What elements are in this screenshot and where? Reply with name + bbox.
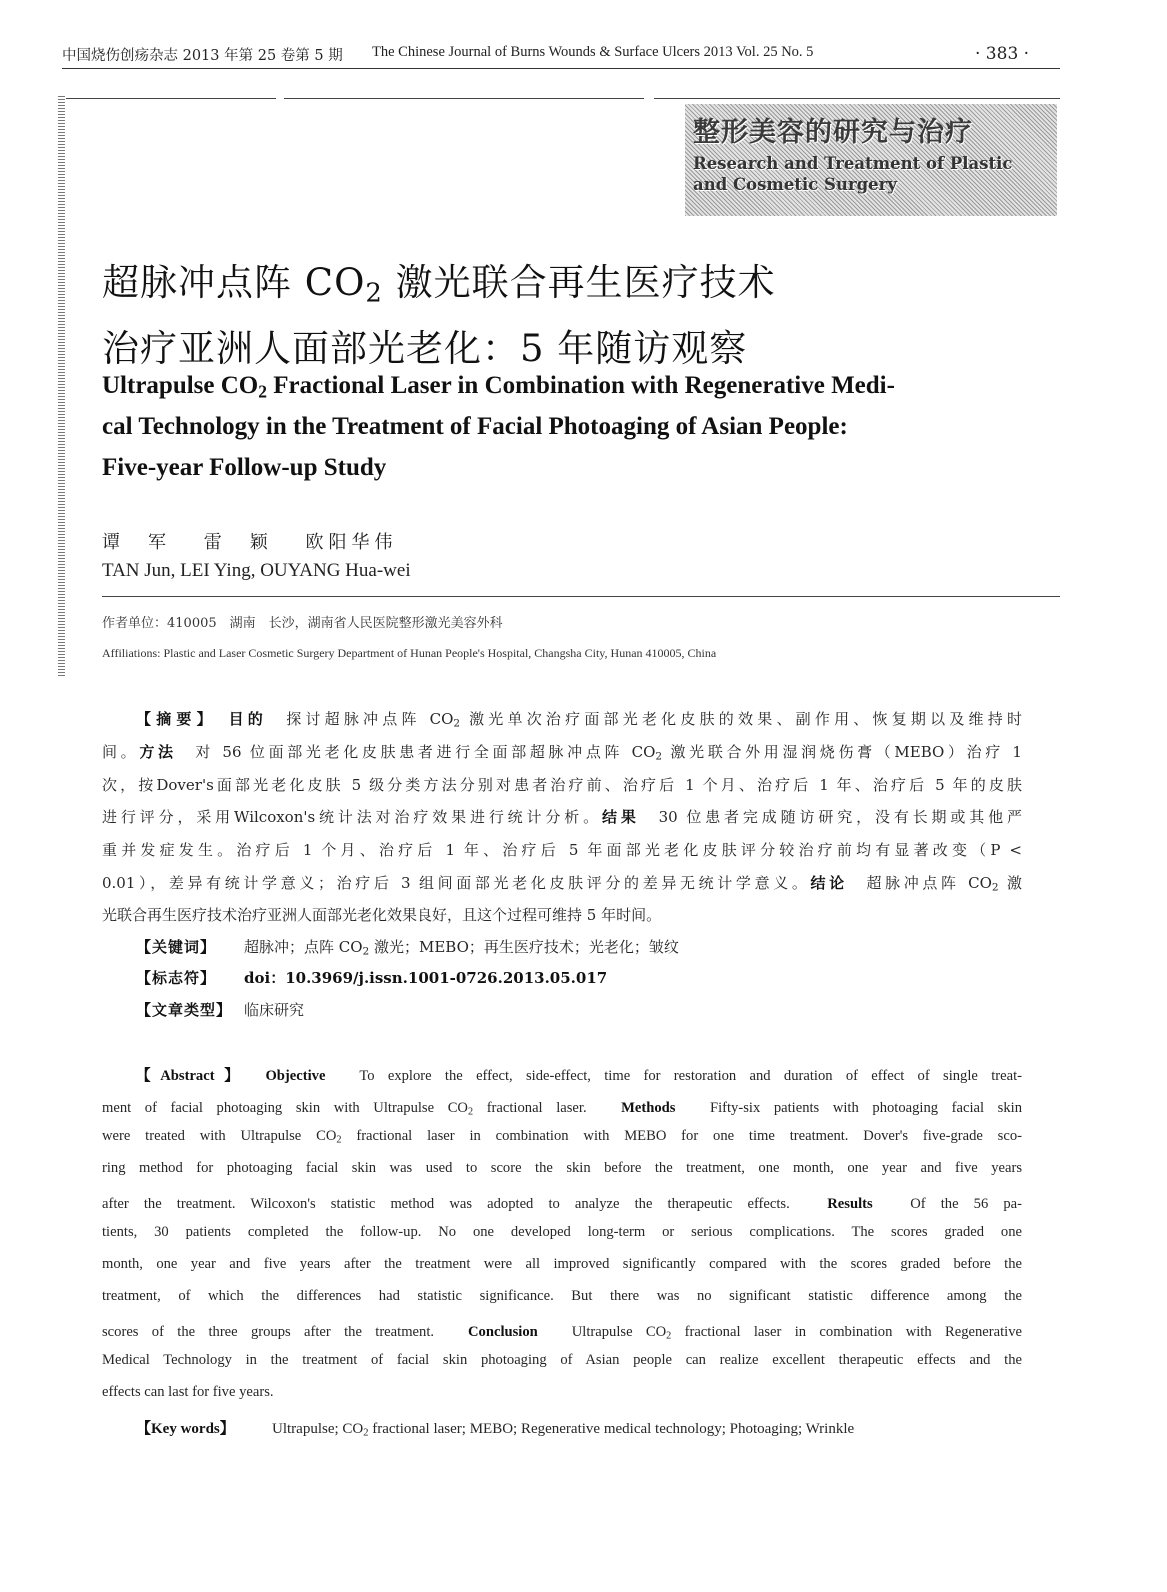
title-en-line-2: cal Technology in the Treatment of Facial Photoaging of Asian People: [102,413,848,440]
abstract-en-line-8: treatment, of which the differences had statistic significance. But there was no significant statistic difference among the [102,1288,1022,1304]
keywords-cn: 【关键词】 超脉冲；点阵 $CO_2$ 激光；MEBO；再生医疗技术；光老化；皱纹 [136,938,679,958]
page-number: · 383 · [975,44,1030,64]
abstract-en-line-9: scores of the three groups after the treatment. Conclusion Ultrapulse $CO_2$ fractional laser in combination with Regenerative [102,1324,1022,1341]
abstract-en-line-6: tients, 30 patients completed the follow-up. No one developed long-term or serious complications. The scores graded one [102,1224,1022,1240]
abstract-en-line-2: ment of facial photoaging skin with Ultrapulse $CO_2$ fractional laser. Methods Fifty-six patients with photoaging facial skin [102,1100,1022,1117]
title-en-line-1: Ultrapulse $CO_2$ Fractional Laser in Combination with Regenerative Medi- [102,372,895,402]
abstract-cn-line-4: 进行评分，采用Wilcoxon's统计法对治疗效果进行统计分析。结果 30 位患者完成随访研究，没有长期或其他严 [102,808,1022,826]
header-rule [62,68,1060,69]
authors-cn: 谭 军 雷 颖 欧阳华伟 [102,532,398,553]
doi: 【标志符】 doi：10.3969/j.issn.1001-0726.2013.05.017 [136,969,608,987]
journal-header-en: The Chinese Journal of Burns Wounds & Surface Ulcers 2013 Vol. 25 No. 5 [372,44,814,60]
abstract-en-line-1: 【Abstract】 Objective To explore the effect, side-effect, time for restoration and duration of effect of single treat- [136,1068,1022,1084]
abstract-cn-line-3: 次，按Dover's面部光老化皮肤 5 级分类方法分别对患者治疗前、治疗后 1 个月、治疗后 1 年、治疗后 5 年的皮肤 [102,776,1022,794]
abstract-cn-line-7: 光联合再生医疗技术治疗亚洲人面部光老化效果良好，且这个过程可维持 5 年时间。 [102,906,662,924]
abstract-en-line-3: were treated with Ultrapulse $CO_2$ fractional laser in combination with MEBO for one time treatment. Dover's five-grade sco- [102,1128,1022,1145]
journal-header-cn: 中国烧伤创疡杂志 2013 年第 25 卷第 5 期 [62,48,343,64]
abstract-en-line-10: Medical Technology in the treatment of facial skin photoaging of Asian people can realize excellent therapeutic effects and the [102,1352,1022,1368]
section-title-cn: 整形美容的研究与治疗 [693,117,973,148]
top-rule-3 [654,98,1060,99]
margin-strip [58,96,65,676]
abstract-cn-line-1: 【摘要】 目的 探讨超脉冲点阵 $CO_2$ 激光单次治疗面部光老化皮肤的效果、副作用、恢复期以及维持时 [136,710,1022,729]
affiliation-rule [102,596,1060,597]
article-type: 【文章类型】 临床研究 [136,1001,305,1019]
keywords-en: 【Key words】 Ultrapulse; $CO_2$ fractional laser; MEBO; Regenerative medical technology; Photoaging; Wrinkle [136,1421,855,1439]
abstract-cn-line-2: 间。方法 对 56 位面部光老化皮肤患者进行全面部超脉冲点阵 $CO_2$ 激光联合外用湿润烧伤膏（MEBO）治疗 1 [102,743,1022,762]
affiliation-cn: 作者单位：410005 湖南 长沙，湖南省人民医院整形激光美容外科 [102,616,503,631]
abstract-en-line-4: ring method for photoaging facial skin was used to score the skin before the treatment, one month, one year and five years [102,1160,1022,1176]
affiliation-en: Affiliations: Plastic and Laser Cosmetic Surgery Department of Hunan People's Hospital, Changsha City, Hunan 410005, China [102,646,717,660]
title-cn-line-2: 治疗亚洲人面部光老化：5 年随访观察 [102,327,748,370]
section-title-en: Research and Treatment of Plastic and Cosmetic Surgery [693,154,1013,194]
title-cn-line-1: 超脉冲点阵 $CO_2$ 激光联合再生医疗技术 [102,261,776,309]
top-rule-1 [66,98,276,99]
abstract-en-line-5: after the treatment. Wilcoxon's statistic method was adopted to analyze the therapeutic effects. Results Of the 56 pa- [102,1196,1022,1212]
authors-en: TAN Jun, LEI Ying, OUYANG Hua-wei [102,560,411,581]
top-rule-2 [284,98,644,99]
section-banner [685,104,1057,216]
abstract-en-line-11: effects can last for five years. [102,1384,274,1400]
abstract-cn-line-6: 0.01），差异有统计学意义；治疗后 3 组间面部光老化皮肤评分的差异无统计学意义。结论 超脉冲点阵 $CO_2$ 激 [102,874,1022,893]
abstract-cn-line-5: 重并发症发生。治疗后 1 个月、治疗后 1 年、治疗后 5 年面部光老化皮肤评分较治疗前均有显著改变（P < [102,841,1022,859]
abstract-en-line-7: month, one year and five years after the treatment were all improved significantly compared with the scores graded before the [102,1256,1022,1272]
title-en-line-3: Five-year Follow-up Study [102,454,387,481]
